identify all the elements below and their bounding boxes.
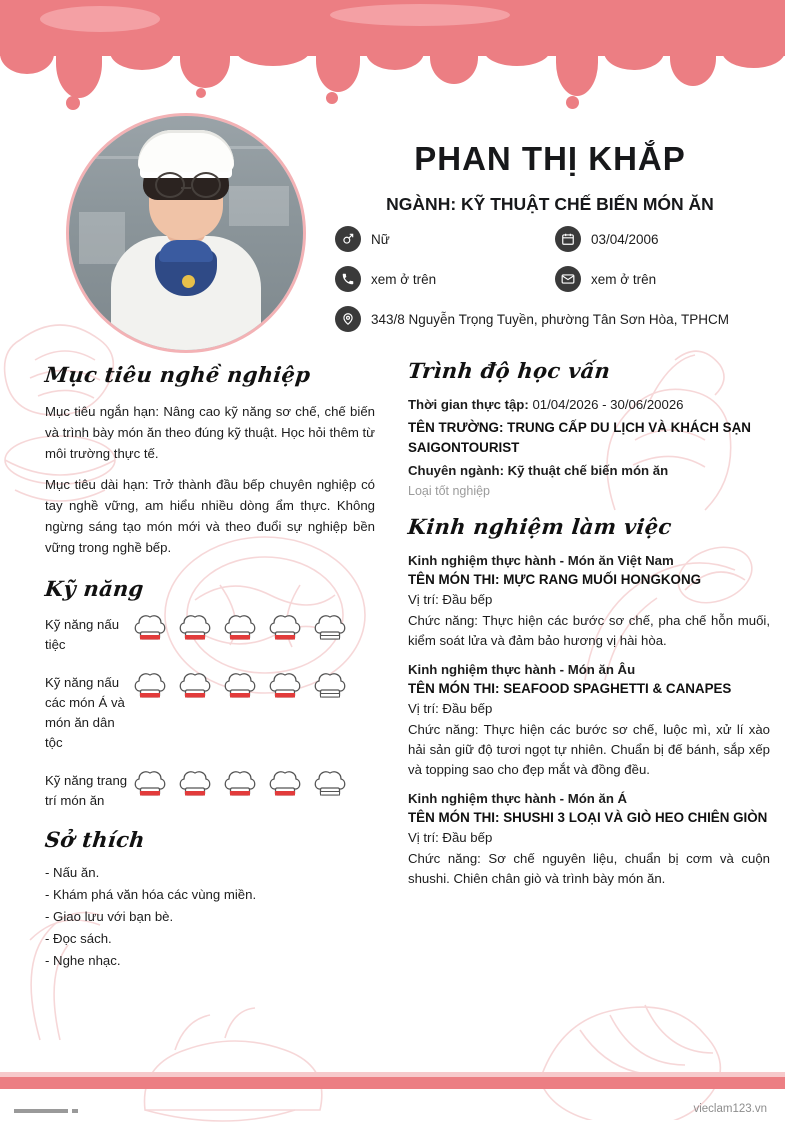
chef-hat-icon-empty <box>313 671 347 701</box>
skill-label: Kỹ năng nấu các món Á và món ăn dân tộc <box>45 675 125 750</box>
section-title-hobby <box>45 827 375 852</box>
experience-description: Chức năng: Thực hiện các bước sơ chế, luộc mì, xử lí xào hải sản giữ độ tươi ngọt tự nhiên. Chuẩn bị đế bánh, sắp xếp và topping sao cho đẹp mắt và đồng đều. <box>408 722 770 777</box>
list-item: - Khám phá văn hóa các vùng miền. <box>45 887 257 902</box>
gender-icon <box>335 226 361 252</box>
chef-hat-icon-filled <box>133 671 167 701</box>
education-title-text: Trình độ học vấn <box>406 358 612 383</box>
chef-hat-icon-filled <box>268 769 302 799</box>
chef-hat-icon-empty <box>313 613 347 643</box>
chef-hat-icon-filled <box>223 613 257 643</box>
list-item: - Nấu ăn. <box>45 865 100 880</box>
experience-dish: TÊN MÓN THI: SEAFOOD SPAGHETTI & CANAPES <box>408 681 732 696</box>
contact-gender <box>335 226 555 252</box>
section-title-goal <box>45 362 375 387</box>
school-row <box>408 418 770 458</box>
skill-item <box>45 669 375 753</box>
chef-hat-icon-filled <box>178 671 212 701</box>
skill-item <box>45 767 375 811</box>
chef-hat-icon-filled <box>133 769 167 799</box>
skills-title-text: Kỹ năng <box>43 576 146 601</box>
list-item: - Nghe nhạc. <box>45 953 121 968</box>
experience-title: Kinh nghiệm thực hành - Món ăn Âu <box>408 662 636 677</box>
experience-position: Vị trí: Đầu bếp <box>408 830 493 845</box>
skill-label: Kỹ năng nấu tiệc <box>45 617 120 652</box>
chef-hat-icon-filled <box>223 671 257 701</box>
footer-bar <box>0 1077 785 1089</box>
right-column <box>408 358 770 898</box>
internship-label: Thời gian thực tập: <box>408 397 529 412</box>
experience-title: Kinh nghiệm thực hành - Món ăn Á <box>408 791 628 806</box>
internship-row <box>408 395 770 415</box>
experience-position: Vị trí: Đầu bếp <box>408 592 493 607</box>
address-value: 343/8 Nguyễn Trọng Tuyền, phường Tân Sơn Hòa, TPHCM <box>371 311 729 327</box>
goal-short-term: Mục tiêu ngắn hạn: Nâng cao kỹ năng sơ chế, chế biến và trình bày món ăn theo đúng kỹ thuật. Học hỏi thêm từ môi trường thực tế. <box>45 404 375 461</box>
skill-rating <box>133 767 347 799</box>
experience-dish: TÊN MÓN THI: MỰC RANG MUỐI HONGKONG <box>408 572 702 587</box>
experience-item <box>408 789 770 889</box>
candidate-major: NGÀNH: KỸ THUẬT CHẾ BIẾN MÓN ĂN <box>386 194 714 214</box>
chef-hat-icon-filled <box>268 671 302 701</box>
location-pin-icon <box>335 306 361 332</box>
experience-item <box>408 551 770 651</box>
school-value: TRUNG CẤP DU LỊCH VÀ KHÁCH SẠN SAIGONTOURIST <box>408 420 751 455</box>
calendar-icon <box>555 226 581 252</box>
section-title-education <box>408 358 770 383</box>
experience-description: Chức năng: Sơ chế nguyên liệu, chuẩn bị cơm và cuộn shushi. Chiên chân giò và trình bày món ăn. <box>408 851 770 886</box>
specialty-label: Chuyên ngành: <box>408 463 504 478</box>
section-title-skills <box>45 576 375 601</box>
skill-rating <box>133 611 347 643</box>
contact-block <box>335 226 775 346</box>
internship-value: 01/04/2026 - 30/06/20026 <box>532 397 684 412</box>
phone-value: xem ở trên <box>371 271 437 287</box>
birthday-value: 03/04/2006 <box>591 231 659 247</box>
profile-photo <box>66 113 306 353</box>
contact-email <box>555 266 775 292</box>
left-column <box>45 362 375 972</box>
school-label: TÊN TRƯỜNG: <box>408 420 504 435</box>
skill-rating <box>133 669 347 701</box>
list-item: - Đọc sách. <box>45 931 112 946</box>
chef-hat-icon-filled <box>223 769 257 799</box>
experience-title-text: Kinh nghiệm làm việc <box>406 514 673 539</box>
specialty-value: Kỹ thuật chế biến món ăn <box>507 463 669 478</box>
skill-item <box>45 611 375 655</box>
graduation-placeholder[interactable]: Loại tốt nghiệp <box>408 484 491 498</box>
footer-mark <box>14 1109 68 1113</box>
gender-value: Nữ <box>371 231 390 247</box>
contact-address <box>335 306 775 332</box>
footer-mark-dot <box>72 1109 78 1113</box>
mail-icon <box>555 266 581 292</box>
chef-hat-icon-filled <box>268 613 302 643</box>
experience-item <box>408 660 770 780</box>
hobby-title-text: Sở thích <box>43 827 147 852</box>
list-item: - Giao lưu với bạn bè. <box>45 909 174 924</box>
contact-phone <box>335 266 555 292</box>
contact-birthday <box>555 226 775 252</box>
phone-icon <box>335 266 361 292</box>
chef-hat-icon-filled <box>133 613 167 643</box>
chef-hat-icon-filled <box>178 613 212 643</box>
section-title-experience <box>408 514 770 539</box>
watermark: vieclam123.vn <box>693 1103 767 1115</box>
experience-position: Vị trí: Đầu bếp <box>408 701 493 716</box>
goal-long-term: Mục tiêu dài hạn: Trở thành đầu bếp chuyên nghiệp có tay nghề vững, am hiểu nhiều dòng ẩm thực. Không ngừng sáng tạo món mới và theo đuổi sự nghiệp bền vững trong nghề bếp. <box>45 477 375 555</box>
specialty-row <box>408 461 770 481</box>
goal-title-text: Mục tiêu nghề nghiệp <box>43 362 312 387</box>
email-value: xem ở trên <box>591 271 657 287</box>
header-drip-banner <box>0 0 785 112</box>
skill-label: Kỹ năng trang trí món ăn <box>45 773 128 808</box>
experience-dish: TÊN MÓN THI: SHUSHI 3 LOẠI VÀ GIÒ HEO CHIÊN GIÒN <box>408 810 768 825</box>
chef-hat-icon-filled <box>178 769 212 799</box>
chef-hat-icon-empty <box>313 769 347 799</box>
experience-description: Chức năng: Thực hiện các bước sơ chế, pha chế hỗn muối, kiểm soát lửa và đảm bảo hương vị hài hòa. <box>408 613 770 648</box>
experience-title: Kinh nghiệm thực hành - Món ăn Việt Nam <box>408 553 674 568</box>
candidate-name: PHAN THỊ KHẮP <box>414 140 686 177</box>
